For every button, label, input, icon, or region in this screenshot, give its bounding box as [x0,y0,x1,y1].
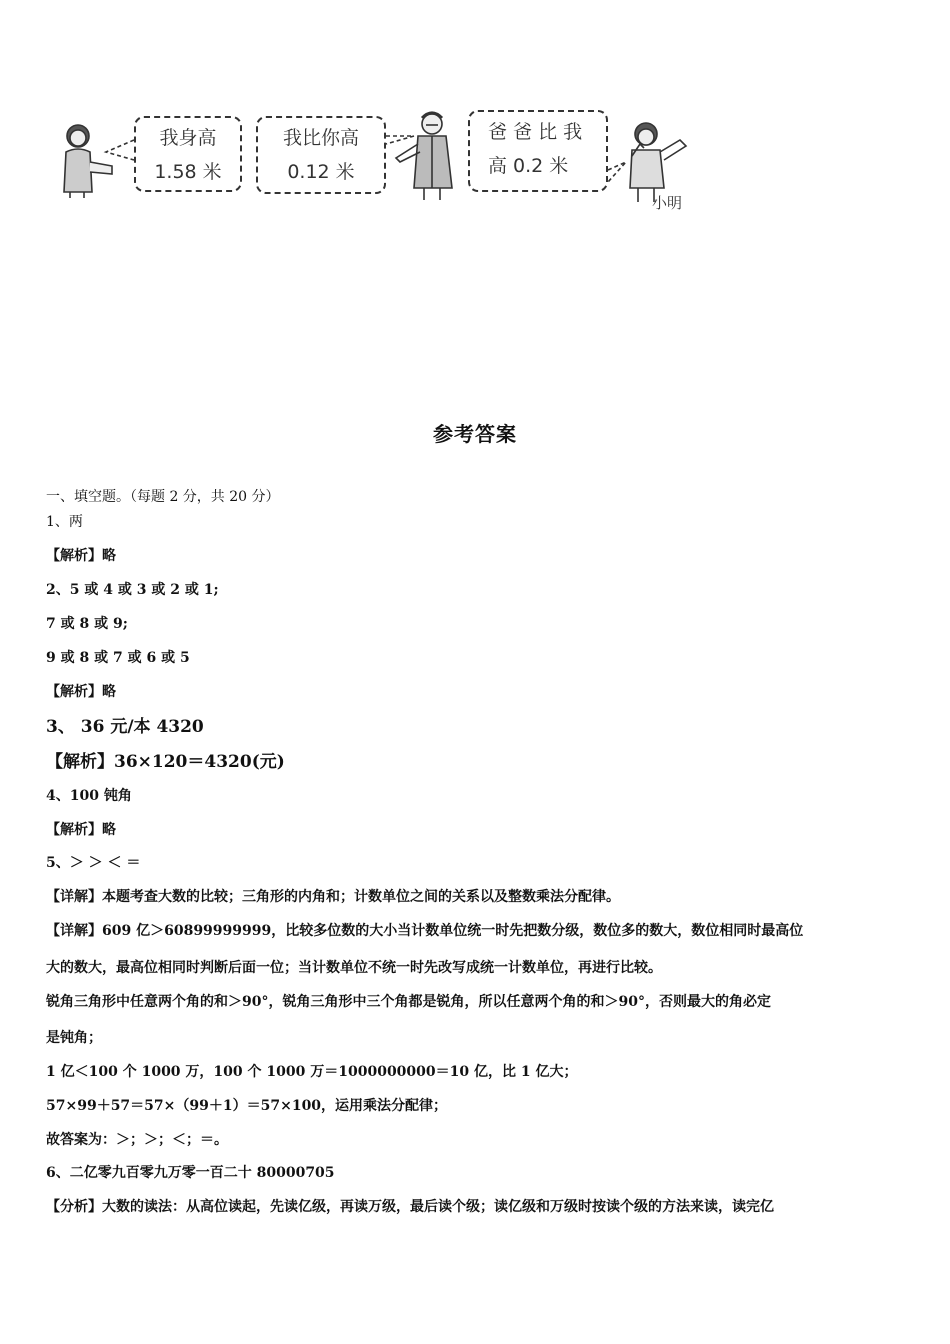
q2-answer-a: 2、5 或 4 或 3 或 2 或 1; [46,582,219,598]
answer-title: 参考答案 [433,422,517,446]
q3-analysis: 【解析】36×120＝4320(元) [46,752,285,772]
q5-detail-1: 【详解】本题考查大数的比较；三角形的内角和；计数单位之间的关系以及整数乘法分配律。 [46,889,620,905]
section-heading: 一、填空题。（每题 2 分，共 20 分） [46,489,280,505]
xiaoming-label: 小明 [652,194,683,212]
q5-detail-2b: 大的数大，最高位相同时判断后面一位；当计数单位不统一时先改写成统一计数单位，再进行比较。 [46,960,662,976]
q5-final-answer: 故答案为：＞；＞；＜；＝。 [46,1132,228,1148]
bubble-mother-line2: 1.58 米 [154,161,222,183]
speech-bubble-xiaoming [468,110,608,192]
q6-answer: 6、二亿零九百零九万零一百二十 80000705 [46,1165,335,1181]
q5-answer: 5、＞ ＞ ＜ ＝ [46,855,141,871]
father-figure [396,113,452,200]
q2-analysis: 【解析】略 [46,684,116,700]
bubble-xiaoming-line2: 高 0.2 米 [488,155,569,177]
mother-figure [64,125,112,198]
q4-analysis: 【解析】略 [46,822,116,838]
q5-detail-5: 57×99＋57＝57×（99＋1）＝57×100，运用乘法分配律； [46,1098,448,1114]
q6-analysis: 【分析】大数的读法：从高位读起，先读亿级，再读万级，最后读个级；读亿级和万级时按读个级的方法来读，读完亿 [46,1199,774,1215]
q5-detail-3b: 是钝角； [46,1030,102,1046]
bubble-mother-line1: 我身高 [159,127,217,149]
q3-answer: 3、 36 元/本 4320 [46,717,204,737]
q1-analysis: 【解析】略 [46,548,116,564]
comparison-illustration [40,100,700,220]
bubble-xiaoming-line1: 爸 爸 比 我 [488,121,583,143]
q5-detail-2a: 【详解】609 亿＞60899999999，比较多位数的大小当计数单位统一时先把数分级，数位多的数大，数位相同时最高位 [46,923,804,939]
bubble-father-line1: 我比你高 [282,127,359,149]
q2-answer-c: 9 或 8 或 7 或 6 或 5 [46,650,190,666]
q1-answer: 1、两 [46,514,83,530]
q5-detail-3a: 锐角三角形中任意两个角的和＞90°，锐角三角形中三个角都是锐角，所以任意两个角的和＞90°，否则最大的角必定 [46,994,771,1010]
speech-bubble-mother [134,116,242,192]
bubble-father-line2: 0.12 米 [287,161,355,183]
xiaoming-figure [630,123,686,202]
q4-answer: 4、100 钝角 [46,788,132,804]
speech-bubble-father [256,116,386,194]
q5-detail-4: 1 亿＜100 个 1000 万，100 个 1000 万＝1000000000＝10 亿，比 1 亿大； [46,1064,578,1080]
q2-answer-b: 7 或 8 或 9; [46,616,128,632]
